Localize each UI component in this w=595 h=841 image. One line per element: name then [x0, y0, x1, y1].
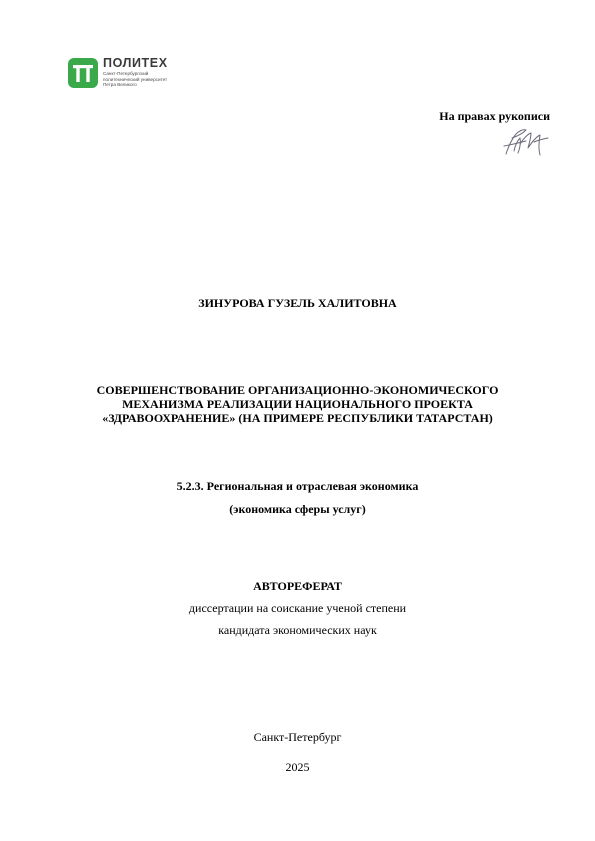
polytech-logo	[68, 55, 198, 91]
logo-subtitle-line: Петра Великого	[103, 82, 137, 87]
author-name: ЗИНУРОВА ГУЗЕЛЬ ХАЛИТОВНА	[198, 296, 397, 310]
logo-subtitle-line: Санкт-Петербургский	[103, 71, 149, 76]
signature-handwritten	[498, 124, 550, 160]
dissertation-title-line: «ЗДРАВООХРАНЕНИЕ» (НА ПРИМЕРЕ РЕСПУБЛИКИ ТАТАРСТАН)	[102, 411, 493, 425]
logo-subtitle-line: политехнический университет	[103, 76, 168, 82]
specialty-code-line: 5.2.3. Региональная и отраслевая экономика	[176, 479, 419, 493]
document-type: АВТОРЕФЕРАТ	[253, 579, 342, 593]
specialty-subtitle-line: (экономика сферы услуг)	[229, 502, 366, 516]
degree-line: кандидата экономических наук	[218, 623, 377, 637]
city: Санкт-Петербург	[253, 730, 342, 744]
degree-line: диссертации на соискание ученой степени	[188, 601, 407, 615]
year: 2025	[285, 760, 310, 774]
polytech-logo-icon	[68, 58, 98, 88]
logo-name: ПОЛИТЕХ	[103, 56, 168, 70]
rights-notice: На правах рукописи	[439, 109, 550, 123]
dissertation-title-line: МЕХАНИЗМА РЕАЛИЗАЦИИ НАЦИОНАЛЬНОГО ПРОЕКТА	[122, 397, 473, 411]
dissertation-title-line: СОВЕРШЕНСТВОВАНИЕ ОРГАНИЗАЦИОННО-ЭКОНОМИЧЕСКОГО	[96, 383, 499, 397]
